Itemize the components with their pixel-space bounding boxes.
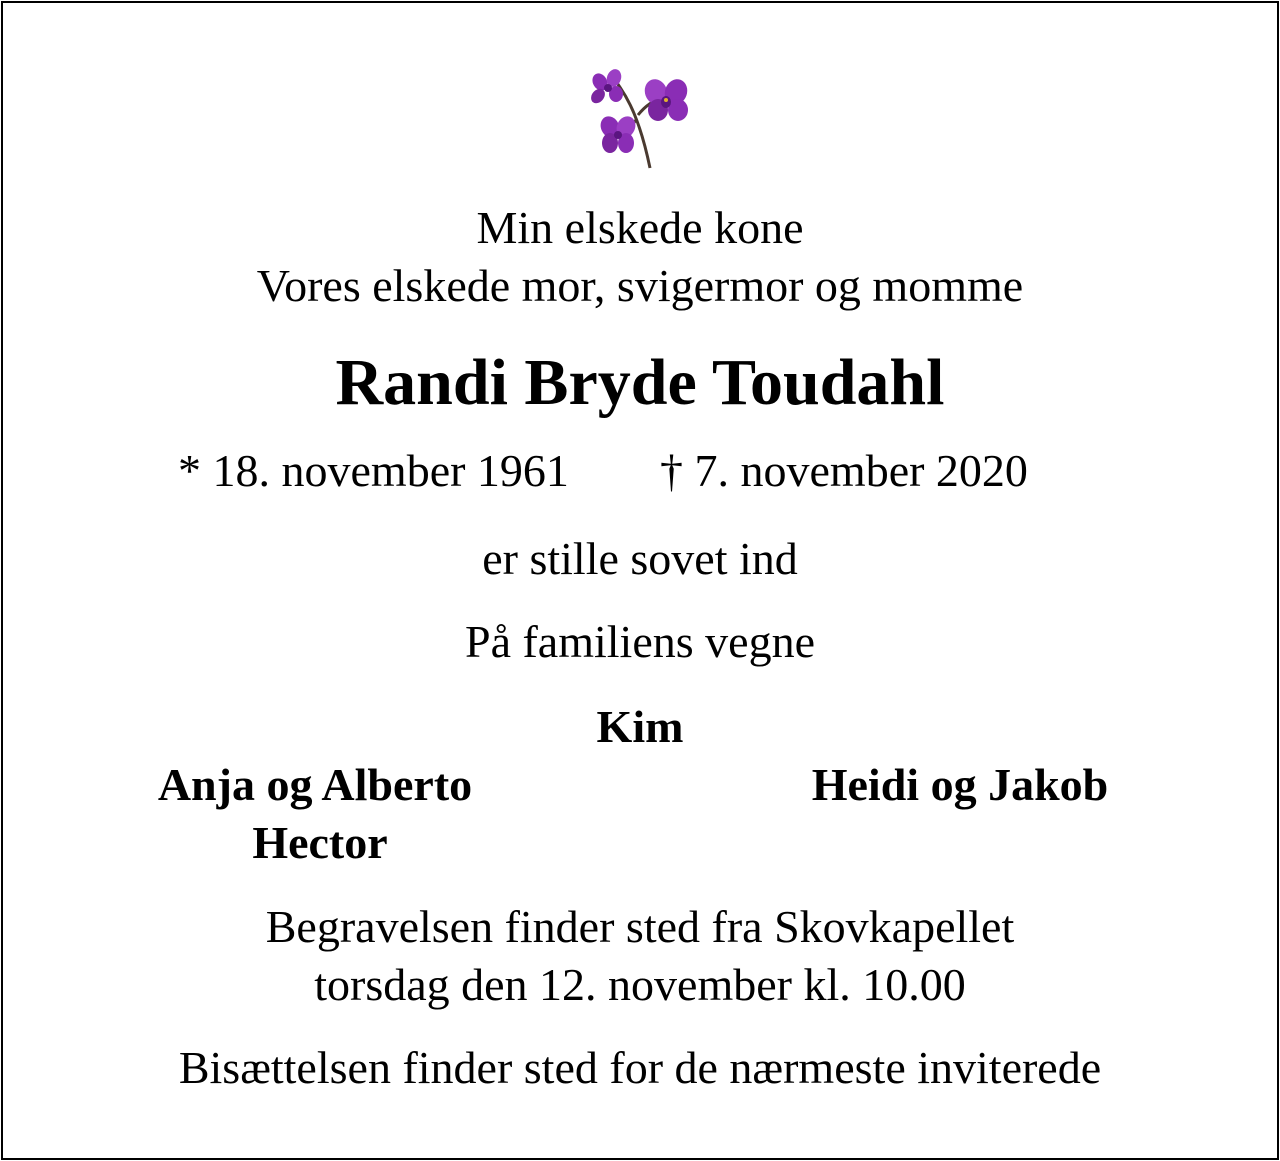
spouse-name: Kim — [596, 701, 684, 752]
birth-date: * 18. november 1961 — [178, 445, 569, 496]
orchid-icon — [588, 60, 694, 172]
on-behalf: På familiens vegne — [464, 616, 815, 667]
death-date: † 7. november 2020 — [660, 445, 1028, 496]
funeral-line-1: Begravelsen finder sted fra Skovkapellet — [265, 901, 1015, 952]
funeral-line-2: torsdag den 12. november kl. 10.00 — [314, 959, 966, 1010]
message: er stille sovet ind — [482, 533, 798, 584]
intro-line-1: Min elskede kone — [476, 202, 804, 253]
family-right-line-1: Heidi og Jakob — [811, 759, 1109, 810]
life-dates — [0, 445, 1280, 498]
cremation-note: Bisættelsen finder sted for de nærmeste inviterede — [178, 1042, 1102, 1093]
family-left-line-2: Hector — [252, 817, 388, 868]
family-left-line-1: Anja og Alberto — [157, 759, 473, 810]
intro-line-2: Vores elskede mor, svigermor og momme — [256, 260, 1024, 311]
deceased-name: Randi Bryde Toudahl — [335, 346, 945, 419]
